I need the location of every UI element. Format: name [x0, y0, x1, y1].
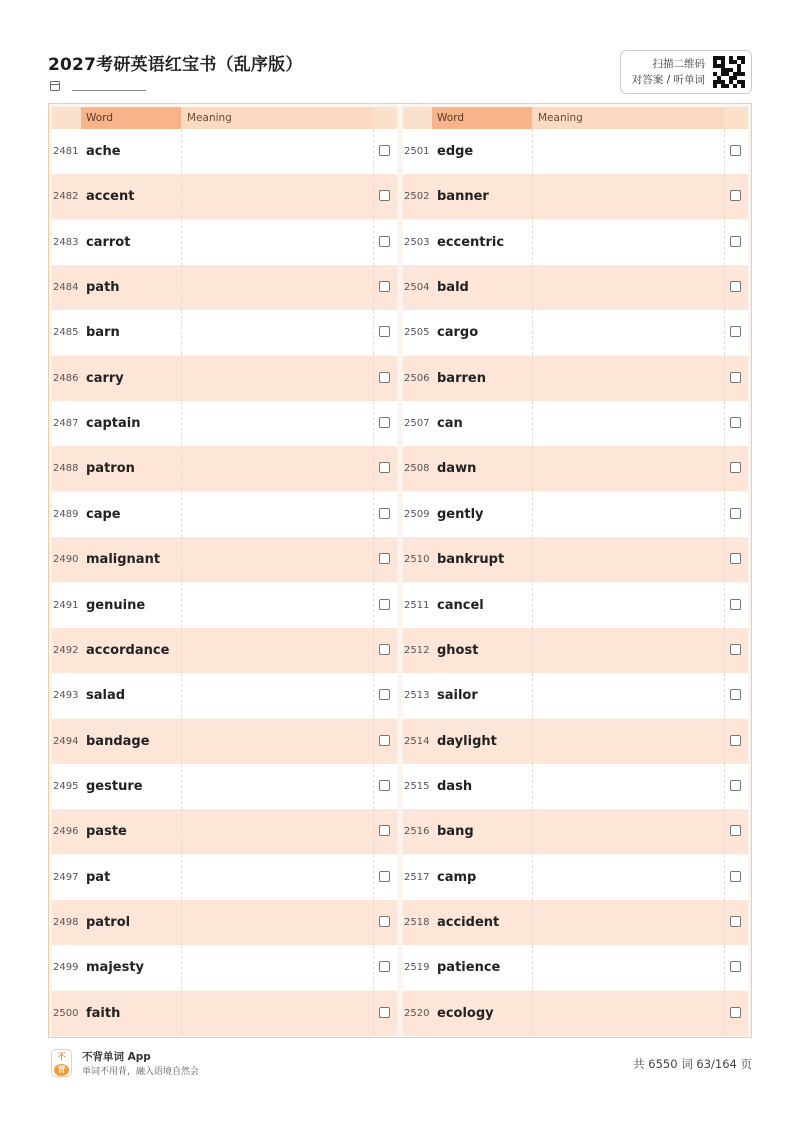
- meaning-cell[interactable]: [181, 583, 182, 628]
- meaning-cell[interactable]: [181, 628, 182, 673]
- word-text: dash: [437, 778, 473, 794]
- meaning-cell[interactable]: [181, 310, 182, 355]
- checkbox[interactable]: [379, 145, 390, 156]
- column-divider: [373, 583, 374, 628]
- checkbox[interactable]: [379, 462, 390, 473]
- column-divider: [373, 855, 374, 900]
- meaning-cell[interactable]: [181, 719, 182, 764]
- table-row: [403, 945, 748, 990]
- word-text: ghost: [437, 642, 479, 658]
- checkbox[interactable]: [730, 508, 741, 519]
- meaning-cell[interactable]: [532, 537, 533, 582]
- word-text: banner: [437, 189, 489, 205]
- header-word: Word: [81, 107, 181, 129]
- word-number: 2486: [53, 372, 79, 384]
- meaning-cell[interactable]: [181, 991, 182, 1036]
- header-check-cell: [724, 107, 748, 129]
- word-number: 2517: [404, 871, 430, 883]
- word-number: 2504: [404, 282, 430, 294]
- word-text: pat: [86, 869, 111, 885]
- word-number: 2512: [404, 644, 430, 656]
- column-divider: [373, 809, 374, 854]
- table-row: [52, 764, 397, 809]
- meaning-cell[interactable]: [532, 855, 533, 900]
- column-divider: [373, 719, 374, 764]
- word-number: 2507: [404, 418, 430, 430]
- column-divider: [724, 991, 725, 1036]
- checkbox[interactable]: [379, 417, 390, 428]
- meaning-cell[interactable]: [532, 991, 533, 1036]
- checkbox[interactable]: [379, 825, 390, 836]
- word-number: 2515: [404, 780, 430, 792]
- checkbox[interactable]: [730, 417, 741, 428]
- word-text: carry: [86, 370, 124, 386]
- column-divider: [724, 945, 725, 990]
- meaning-cell[interactable]: [532, 356, 533, 401]
- word-text: paste: [86, 824, 127, 840]
- column-divider: [724, 129, 725, 174]
- checkbox[interactable]: [379, 236, 390, 247]
- header-word: Word: [432, 107, 532, 129]
- word-number: 2502: [404, 191, 430, 203]
- checkbox[interactable]: [379, 644, 390, 655]
- word-text: barren: [437, 370, 486, 386]
- word-text: daylight: [437, 733, 497, 749]
- table-row: [403, 446, 748, 491]
- meaning-cell[interactable]: [181, 356, 182, 401]
- meaning-cell[interactable]: [181, 764, 182, 809]
- table-row: [52, 401, 397, 446]
- column-divider: [373, 628, 374, 673]
- word-number: 2516: [404, 826, 430, 838]
- word-text: bang: [437, 824, 474, 840]
- table-header: [403, 107, 748, 129]
- word-text: faith: [86, 1005, 121, 1021]
- meaning-cell[interactable]: [532, 764, 533, 809]
- meaning-cell[interactable]: [532, 719, 533, 764]
- app-logo-bottom: 背: [54, 1064, 69, 1076]
- meaning-cell[interactable]: [532, 310, 533, 355]
- word-number: 2511: [404, 599, 430, 611]
- word-number: 2519: [404, 962, 430, 974]
- table-row: [52, 220, 397, 265]
- table-row: [403, 628, 748, 673]
- header-meaning: Meaning: [532, 107, 724, 129]
- word-number: 2490: [53, 554, 79, 566]
- column-divider: [724, 174, 725, 219]
- word-number: 2520: [404, 1007, 430, 1019]
- checkbox[interactable]: [730, 689, 741, 700]
- checkbox[interactable]: [730, 281, 741, 292]
- qr-caption-line2: 对答案 / 听单词: [631, 74, 705, 86]
- word-text: majesty: [86, 960, 145, 976]
- table-row: [52, 945, 397, 990]
- column-divider: [724, 719, 725, 764]
- word-number: 2481: [53, 146, 79, 157]
- column-divider: [724, 673, 725, 718]
- checkbox[interactable]: [379, 780, 390, 791]
- meaning-cell[interactable]: [181, 446, 182, 491]
- column-divider: [724, 583, 725, 628]
- word-number: 2498: [53, 916, 79, 928]
- checkbox[interactable]: [379, 735, 390, 746]
- word-text: accent: [86, 189, 135, 205]
- column-divider: [724, 855, 725, 900]
- table-row: [52, 991, 397, 1036]
- qr-code-icon[interactable]: [713, 56, 745, 88]
- table-row: [52, 265, 397, 310]
- word-number: 2482: [53, 191, 79, 203]
- word-number: 2495: [53, 780, 79, 792]
- column-divider: [724, 310, 725, 355]
- table-row: [403, 265, 748, 310]
- word-text: ecology: [437, 1005, 494, 1021]
- checkbox[interactable]: [730, 190, 741, 201]
- meaning-cell[interactable]: [181, 129, 182, 174]
- word-text: cargo: [437, 325, 479, 341]
- column-divider: [373, 900, 374, 945]
- word-text: malignant: [86, 552, 161, 568]
- word-text: cape: [86, 506, 121, 522]
- word-text: gesture: [86, 778, 143, 794]
- word-table-right: [403, 104, 748, 1036]
- table-row: [52, 900, 397, 945]
- column-divider: [373, 401, 374, 446]
- word-text: bald: [437, 280, 469, 296]
- word-text: carrot: [86, 234, 131, 250]
- word-text: patience: [437, 960, 501, 976]
- word-text: barn: [86, 325, 120, 341]
- column-divider: [373, 356, 374, 401]
- qr-code-card[interactable]: [620, 50, 752, 94]
- checkbox[interactable]: [730, 735, 741, 746]
- table-row: [52, 446, 397, 491]
- checkbox[interactable]: [730, 961, 741, 972]
- header-meaning: Meaning: [181, 107, 373, 129]
- word-text: gently: [437, 506, 484, 522]
- checkbox[interactable]: [730, 236, 741, 247]
- app-logo-top: 不: [57, 1052, 66, 1061]
- meaning-cell[interactable]: [181, 673, 182, 718]
- table-row: [52, 537, 397, 582]
- checkbox[interactable]: [730, 326, 741, 337]
- column-divider: [724, 492, 725, 537]
- meaning-cell[interactable]: [181, 900, 182, 945]
- word-text: bankrupt: [437, 552, 505, 568]
- word-text: can: [437, 416, 463, 432]
- column-divider: [373, 129, 374, 174]
- meaning-cell[interactable]: [532, 174, 533, 219]
- checkbox[interactable]: [379, 961, 390, 972]
- checkbox[interactable]: [379, 281, 390, 292]
- word-number: 2492: [53, 644, 79, 656]
- checkbox[interactable]: [379, 1007, 390, 1018]
- meaning-cell[interactable]: [181, 174, 182, 219]
- table-row: [403, 855, 748, 900]
- word-text: accident: [437, 914, 500, 930]
- checkbox[interactable]: [730, 916, 741, 927]
- table-row: [52, 809, 397, 854]
- word-number: 2488: [53, 463, 79, 475]
- word-number: 2518: [404, 916, 430, 928]
- checkbox[interactable]: [730, 780, 741, 791]
- header-number-cell: [403, 107, 432, 129]
- checkbox[interactable]: [379, 599, 390, 610]
- word-number: 2500: [53, 1007, 79, 1019]
- meaning-cell[interactable]: [532, 900, 533, 945]
- word-number: 2494: [53, 735, 79, 747]
- column-divider: [724, 401, 725, 446]
- meaning-cell[interactable]: [532, 129, 533, 174]
- word-text: cancel: [437, 597, 484, 613]
- table-row: [52, 492, 397, 537]
- table-row: [403, 719, 748, 764]
- column-divider: [373, 764, 374, 809]
- checkbox[interactable]: [730, 1007, 741, 1018]
- page-title: 2027考研英语红宝书（乱序版）: [48, 55, 303, 75]
- checkbox[interactable]: [730, 553, 741, 564]
- column-divider: [724, 220, 725, 265]
- word-number: 2514: [404, 735, 430, 747]
- word-text: path: [86, 280, 120, 296]
- column-divider: [724, 537, 725, 582]
- column-divider: [373, 537, 374, 582]
- meaning-cell[interactable]: [181, 265, 182, 310]
- word-text: salad: [86, 688, 126, 704]
- checkbox[interactable]: [730, 599, 741, 610]
- table-row: [403, 220, 748, 265]
- word-number: 2513: [404, 690, 430, 702]
- app-logo: [51, 1049, 72, 1077]
- meaning-cell[interactable]: [181, 855, 182, 900]
- word-number: 2484: [53, 282, 79, 294]
- checkbox[interactable]: [379, 553, 390, 564]
- word-number: 2485: [53, 327, 79, 339]
- column-divider: [373, 492, 374, 537]
- checkbox[interactable]: [730, 644, 741, 655]
- word-text: bandage: [86, 733, 150, 749]
- meaning-cell[interactable]: [532, 220, 533, 265]
- meaning-cell[interactable]: [532, 492, 533, 537]
- table-row: [403, 492, 748, 537]
- checkbox[interactable]: [379, 871, 390, 882]
- column-divider: [373, 174, 374, 219]
- word-number: 2496: [53, 826, 79, 838]
- table-row: [403, 809, 748, 854]
- word-table-left: [52, 104, 397, 1036]
- table-row: [52, 310, 397, 355]
- page-count: 共 6550 词 63/164 页: [633, 1057, 752, 1071]
- column-divider: [724, 446, 725, 491]
- qr-caption-line1: 扫描二维码: [652, 58, 705, 70]
- table-row: [403, 129, 748, 174]
- qr-module: [741, 84, 745, 88]
- word-number: 2501: [404, 146, 430, 157]
- table-row: [52, 628, 397, 673]
- checkbox[interactable]: [730, 372, 741, 383]
- word-number: 2509: [404, 508, 430, 520]
- table-row: [403, 174, 748, 219]
- word-text: dawn: [437, 461, 477, 477]
- header-number-cell: [52, 107, 81, 129]
- word-number: 2510: [404, 554, 430, 566]
- column-divider: [373, 265, 374, 310]
- word-text: patron: [86, 461, 135, 477]
- meaning-cell[interactable]: [532, 583, 533, 628]
- checkbox[interactable]: [379, 508, 390, 519]
- table-row: [403, 673, 748, 718]
- header-check-cell: [373, 107, 397, 129]
- word-text: accordance: [86, 642, 170, 658]
- word-number: 2506: [404, 372, 430, 384]
- word-text: captain: [86, 416, 141, 432]
- date-row: [50, 80, 146, 91]
- word-text: ache: [86, 144, 121, 159]
- meaning-cell[interactable]: [181, 401, 182, 446]
- app-name: 不背单词 App: [82, 1051, 151, 1063]
- meaning-cell[interactable]: [532, 265, 533, 310]
- word-number: 2483: [53, 236, 79, 248]
- word-number: 2487: [53, 418, 79, 430]
- word-number: 2489: [53, 508, 79, 520]
- table-row: [403, 356, 748, 401]
- table-row: [52, 129, 397, 174]
- meaning-cell[interactable]: [532, 673, 533, 718]
- table-row: [52, 673, 397, 718]
- table-row: [403, 310, 748, 355]
- column-divider: [724, 900, 725, 945]
- word-number: 2499: [53, 962, 79, 974]
- column-divider: [724, 809, 725, 854]
- column-divider: [724, 265, 725, 310]
- meaning-cell[interactable]: [181, 220, 182, 265]
- meaning-cell[interactable]: [181, 492, 182, 537]
- checkbox[interactable]: [730, 871, 741, 882]
- table-row: [52, 719, 397, 764]
- table-row: [403, 537, 748, 582]
- table-row: [52, 855, 397, 900]
- checkbox[interactable]: [379, 190, 390, 201]
- checkbox[interactable]: [730, 462, 741, 473]
- meaning-cell[interactable]: [181, 809, 182, 854]
- word-text: sailor: [437, 688, 478, 704]
- column-divider: [373, 220, 374, 265]
- table-row: [403, 583, 748, 628]
- column-divider: [373, 991, 374, 1036]
- meaning-cell[interactable]: [532, 945, 533, 990]
- table-row: [403, 900, 748, 945]
- word-number: 2503: [404, 236, 430, 248]
- meaning-cell[interactable]: [532, 809, 533, 854]
- column-divider: [724, 628, 725, 673]
- column-divider: [373, 310, 374, 355]
- checkbox[interactable]: [730, 825, 741, 836]
- word-number: 2491: [53, 599, 79, 611]
- word-text: eccentric: [437, 234, 505, 250]
- word-number: 2508: [404, 463, 430, 475]
- meaning-cell[interactable]: [181, 945, 182, 990]
- table-row: [52, 174, 397, 219]
- word-text: patrol: [86, 914, 131, 930]
- table-row: [52, 356, 397, 401]
- checkbox[interactable]: [379, 689, 390, 700]
- meaning-cell[interactable]: [532, 628, 533, 673]
- app-slogan: 单词不用背，融入语境自然会: [82, 1067, 200, 1077]
- qr-caption: [632, 56, 705, 88]
- checkbox[interactable]: [730, 145, 741, 156]
- word-text: camp: [437, 869, 477, 885]
- meaning-cell[interactable]: [181, 537, 182, 582]
- table-row: [52, 583, 397, 628]
- table-header: [52, 107, 397, 129]
- table-row: [403, 401, 748, 446]
- meaning-cell[interactable]: [532, 401, 533, 446]
- checkbox[interactable]: [379, 326, 390, 337]
- word-number: 2497: [53, 871, 79, 883]
- column-divider: [373, 446, 374, 491]
- date-blank-line[interactable]: [72, 80, 146, 91]
- column-divider: [373, 673, 374, 718]
- word-number: 2505: [404, 327, 430, 339]
- checkbox[interactable]: [379, 916, 390, 927]
- meaning-cell[interactable]: [532, 446, 533, 491]
- calendar-icon: [50, 81, 60, 91]
- word-text: edge: [437, 144, 474, 159]
- checkbox[interactable]: [379, 372, 390, 383]
- table-row: [403, 764, 748, 809]
- word-number: 2493: [53, 690, 79, 702]
- column-divider: [724, 356, 725, 401]
- column-divider: [724, 764, 725, 809]
- table-row: [403, 991, 748, 1036]
- word-text: genuine: [86, 597, 146, 613]
- column-divider: [373, 945, 374, 990]
